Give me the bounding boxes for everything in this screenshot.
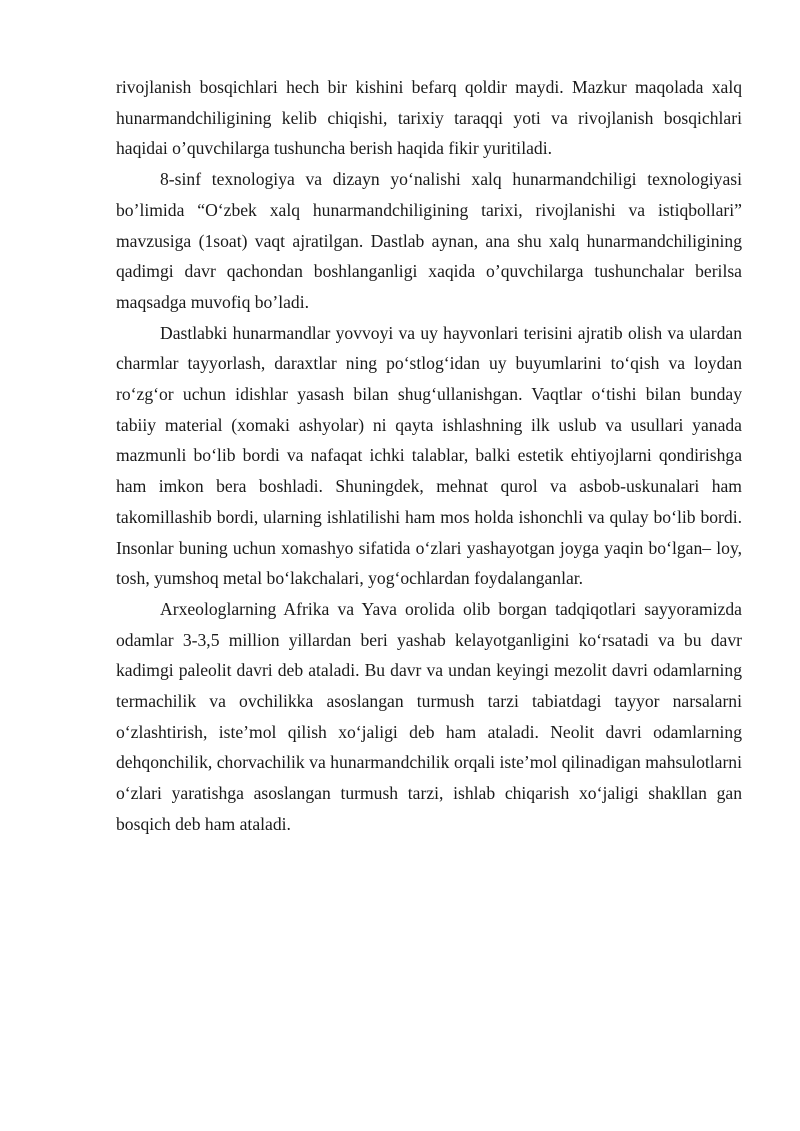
paragraph-first-craftsmen: Dastlabki hunarmandlar yovvoyi va uy hayvonlari terisini ajratib olish va ulardan charmlar tayyorlash, daraxtlar ning po‘stlog‘idan uy buyumlarini to‘qish va loydan ro‘zg‘or uchun idishlar yasash bilan shug‘ullanishgan. Vaqtlar o‘tishi bilan bunday tabiiy material (xomaki ashyolar) ni qayta ishlashning ilk uslub va usullari yanada mazmunli bo‘lib bordi va nafaqat ichki talablar, balki estetik ehtiyojlarni qondirishga ham imkon bera boshladi. Shuningdek, mehnat qurol va asbob-uskunalari ham takomillashib bordi, ularning ishlatilishi ham mos holda ishonchli va qulay bo‘lib bordi. Insonlar buning uchun xomashyo sifatida o‘zlari yashayotgan joyga yaqin bo‘lgan– loy, tosh, yumshoq metal bo‘lakchalari, yog‘ochlardan foydalanganlar. — [116, 322, 742, 589]
paragraph-lesson-topic: 8-sinf texnologiya va dizayn yo‘nalishi xalq hunarmandchiligi texnologiyasi bo’limida “O‘zbek xalq hunarmandchiligining tarixi, rivojlanishi va istiqbollari” mavzusiga (1soat) vaqt ajratilgan. Dastlab aynan, ana shu xalq hunarmandchiligining qadimgi davr qachondan boshlanganligi xaqida o’quvchilarga tushunchalar berilsa maqsadga muvofiq bo’ladi. — [116, 169, 742, 312]
paragraph-continuation: rivojlanish bosqichlari hech bir kishini befarq qoldir maydi. Mazkur maqolada xalq hunarmandchiligining kelib chiqishi, tarixiy taraqqi yoti va rivojlanish bosqichlari haqidai o’quvchilarga tushuncha berish haqida fikir yuritiladi. — [116, 77, 742, 159]
document-body — [116, 72, 742, 840]
paragraph-archaeology: Arxeologlarning Afrika va Yava orolida olib borgan tadqiqotlari sayyoramizda odamlar 3-3,5 million yillardan beri yashab kelayotganligini ko‘rsatadi va bu davr kadimgi paleolit davri deb ataladi. Bu davr va undan keyingi mezolit davri odamlarning termachilik va ovchilikka asoslangan turmush tarzi tabiatdagi tayyor narsalarni o‘zlashtirish, iste’mol qilish xo‘jaligi deb ham ataladi. Neolit davri odamlarning dehqonchilik, chorvachilik va hunarmandchilik orqali iste’mol qilinadigan mahsulotlarni o‘zlari yaratishga asoslangan turmush tarzi, ishlab chiqarish xo‘jaligi shakllan gan bosqich deb ham ataladi. — [116, 598, 742, 834]
